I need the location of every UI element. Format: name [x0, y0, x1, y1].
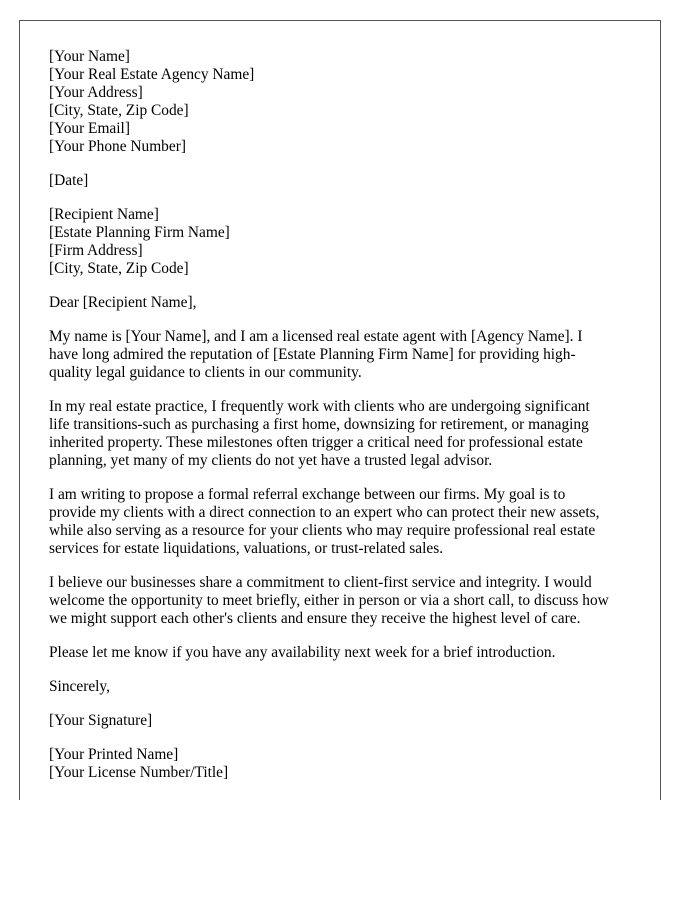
paragraph-line: planning, yet many of my clients do not yet have a trusted legal advisor. [49, 452, 493, 469]
paragraph-line: inherited property. These milestones often trigger a critical need for professional estate [49, 434, 583, 451]
paragraph-line: My name is [Your Name], and I am a licensed real estate agent with [Agency Name]. I [49, 328, 583, 345]
paragraph-line: I am writing to propose a formal referral exchange between our firms. My goal is to [49, 486, 566, 503]
sender-phone: [Your Phone Number] [49, 138, 186, 155]
paragraph-line: have long admired the reputation of [Estate Planning Firm Name] for providing high- [49, 346, 576, 363]
recipient-address: [Firm Address] [49, 242, 143, 259]
body-paragraph [49, 328, 645, 382]
recipient-city: [City, State, Zip Code] [49, 260, 189, 277]
paragraph-line: In my real estate practice, I frequently work with clients who are undergoing significant [49, 398, 590, 415]
paragraph-line: while also serving as a resource for your clients who may require professional real estate [49, 522, 596, 539]
paragraph-line: life transitions-such as purchasing a first home, downsizing for retirement, or managing [49, 416, 589, 433]
paragraph-line: quality legal guidance to clients in our community. [49, 364, 362, 381]
recipient-block [49, 206, 645, 278]
paragraph-line: services for estate liquidations, valuations, or trust-related sales. [49, 540, 444, 557]
body-paragraph [49, 644, 645, 662]
letter-content [49, 48, 645, 798]
sender-name: [Your Name] [49, 48, 130, 65]
paragraph-line: I believe our businesses share a commitment to client-first service and integrity. I would [49, 574, 592, 591]
signer-block [49, 746, 645, 782]
printed-name: [Your Printed Name] [49, 746, 179, 763]
paragraph-line: welcome the opportunity to meet briefly, either in person or via a short call, to discuss how [49, 592, 609, 609]
salutation-text: Dear [Recipient Name], [49, 294, 197, 311]
paragraph-line: we might support each other's clients and ensure they receive the highest level of care. [49, 610, 581, 627]
letter-body [49, 328, 645, 662]
signature [49, 712, 645, 730]
date-block [49, 172, 645, 190]
sender-agency: [Your Real Estate Agency Name] [49, 66, 255, 83]
license-title: [Your License Number/Title] [49, 764, 229, 781]
paragraph-line: Please let me know if you have any availability next week for a brief introduction. [49, 644, 556, 661]
letter-page [19, 20, 661, 800]
paragraph-line: provide my clients with a direct connection to an expert who can protect their new assets, [49, 504, 600, 521]
closing-text: Sincerely, [49, 678, 110, 695]
sender-city: [City, State, Zip Code] [49, 102, 189, 119]
letter-date: [Date] [49, 172, 89, 189]
sender-address: [Your Address] [49, 84, 143, 101]
sender-block [49, 48, 645, 156]
salutation [49, 294, 645, 312]
body-paragraph [49, 486, 645, 558]
sender-email: [Your Email] [49, 120, 130, 137]
body-paragraph [49, 574, 645, 628]
signature-text: [Your Signature] [49, 712, 153, 729]
closing [49, 678, 645, 696]
recipient-firm: [Estate Planning Firm Name] [49, 224, 230, 241]
recipient-name: [Recipient Name] [49, 206, 159, 223]
body-paragraph [49, 398, 645, 470]
